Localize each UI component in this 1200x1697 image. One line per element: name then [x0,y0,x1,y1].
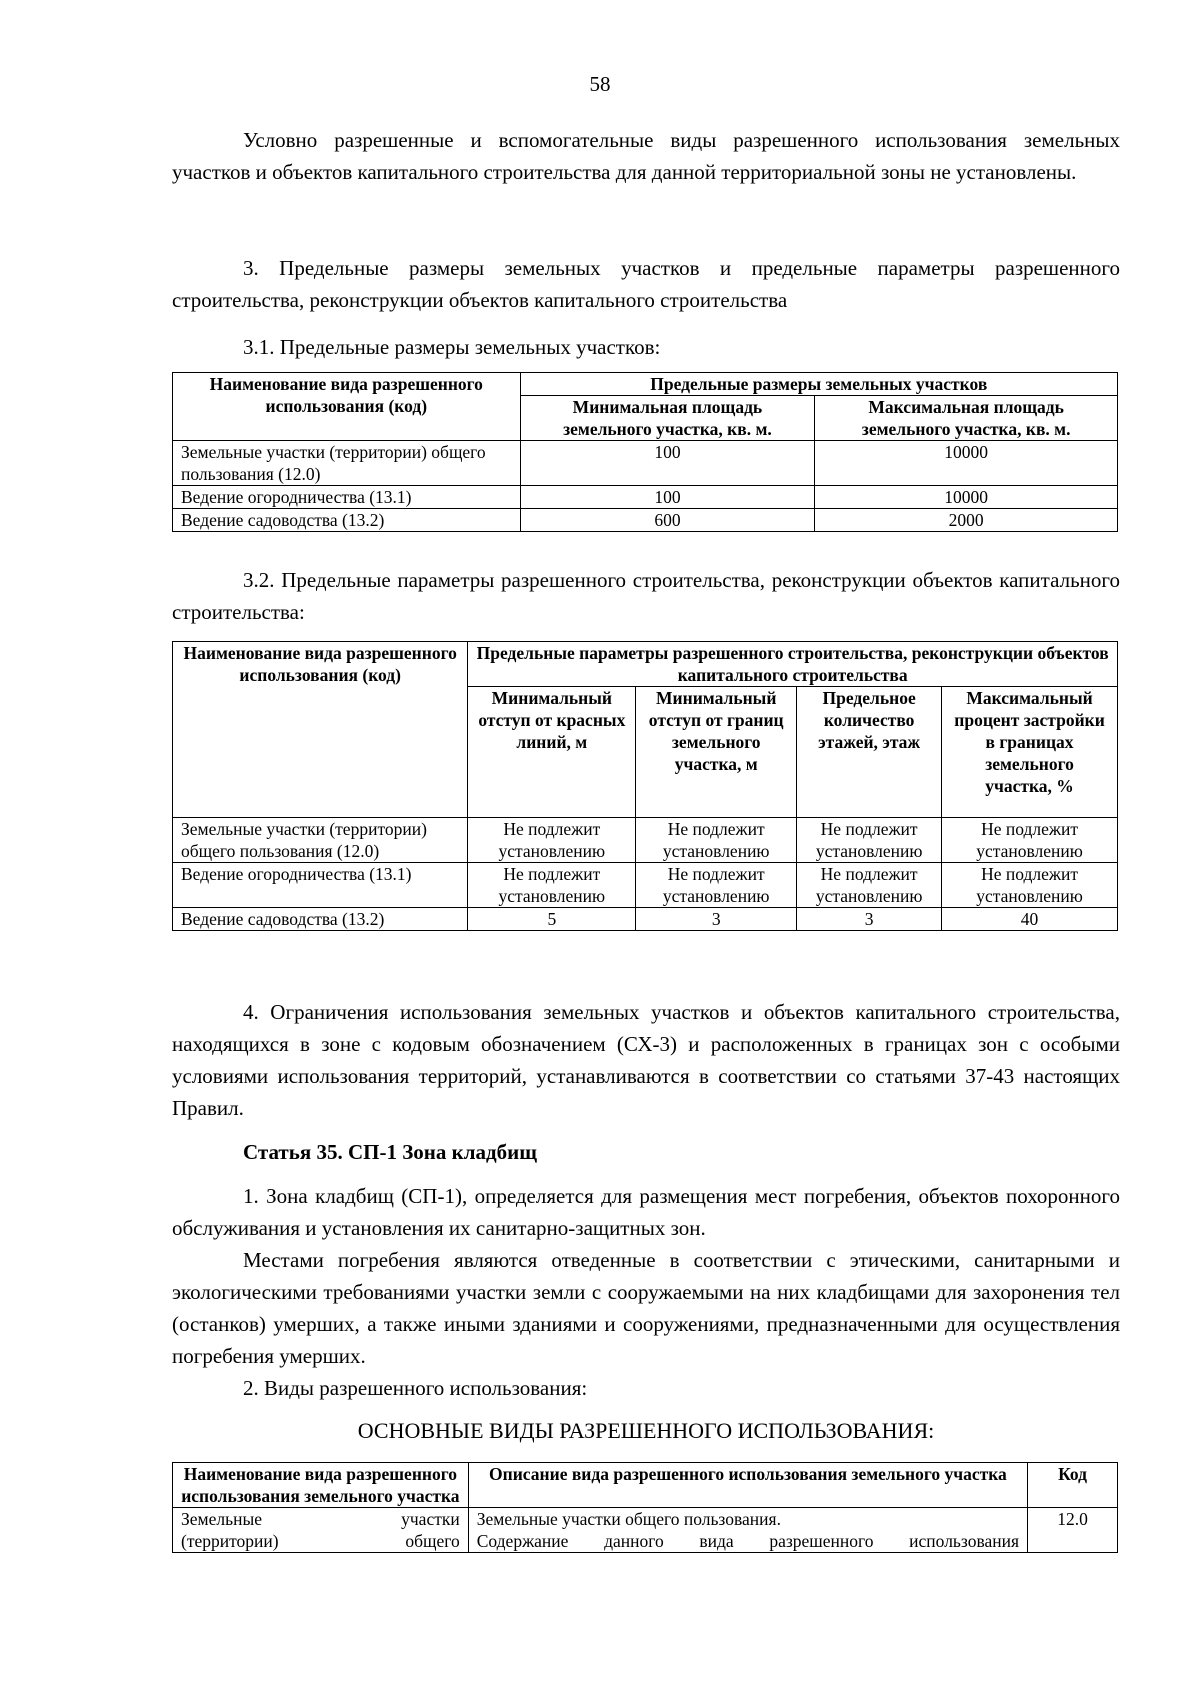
table1-row3-name: Ведение садоводства (13.2) [173,509,521,532]
table-row [173,441,1118,486]
table1-header-group: Предельные размеры земельных участков [520,373,1117,396]
table2-row1-name: Земельные участки (территории) общего пользования (12.0) [173,818,468,863]
table2-row3-v1: 5 [468,908,636,931]
table2-row2-v3: Не подлежит установлению [797,863,942,908]
table2-header-red-lines: Минимальный отступ от красных линий, м [468,687,636,818]
table2-header-name: Наименование вида разрешенного использования (код) [173,642,468,818]
table2-row2-v4: Не подлежит установлению [942,863,1118,908]
table2-header-plot-bounds: Минимальный отступ от границ земельного участка, м [636,687,797,818]
table2-header-build-percent: Максимальный процент застройки в границах земельного участка, % [942,687,1118,818]
table2-row2-v2: Не подлежит установлению [636,863,797,908]
table2-row3-v4: 40 [942,908,1118,931]
table2-row1-v1: Не подлежит установлению [468,818,636,863]
table1-row2-min: 100 [520,486,815,509]
table3-row1-name [173,1508,469,1553]
table3-row1-description [468,1508,1027,1553]
article-35-heading: Статья 35. СП-1 Зона кладбищ [243,1140,537,1164]
table3-header-name: Наименование вида разрешенного использования земельного участка [173,1463,469,1508]
table3-row1-desc-line2: Содержание данного вида разрешенного использования [476,1531,1020,1551]
land-plot-size-table [172,372,1118,532]
table-row [173,1508,1118,1553]
table3-row1-code: 12.0 [1028,1508,1118,1553]
table3-header-description: Описание вида разрешенного использования земельного участка [468,1463,1027,1508]
table1-header-min: Минимальная площадь земельного участка, кв. м. [520,396,815,441]
table2-header-group: Предельные параметры разрешенного строительства, реконструкции объектов капитального строительства [468,642,1118,687]
table2-row2-name: Ведение огородничества (13.1) [173,863,468,908]
article-35-paragraph-1: 1. Зона кладбищ (СП-1), определяется для размещения мест погребения, объектов похоронного обслуживания и установления их санитарно-защитных зон. [172,1184,1120,1240]
table1-row1-min: 100 [520,441,815,486]
table3-row1-name-line2: (территории) общего [181,1531,460,1551]
table1-header-name: Наименование вида разрешенного использования (код) [173,373,521,441]
table1-row1-max: 10000 [815,441,1118,486]
table3-row1-desc-line1: Земельные участки общего пользования. [476,1509,781,1529]
table2-header-floors: Предельное количество этажей, этаж [797,687,942,818]
article-35-paragraph-3: 2. Виды разрешенного использования: [243,1376,588,1400]
table1-row2-name: Ведение огородничества (13.1) [173,486,521,509]
table3-row1-name-line1: Земельные участки [181,1509,460,1529]
section-3-2-title: 3.2. Предельные параметры разрешенного строительства, реконструкции объектов капитального строительства: [172,568,1120,624]
main-uses-title: ОСНОВНЫЕ ВИДЫ РАЗРЕШЕННОГО ИСПОЛЬЗОВАНИЯ: [357,1418,935,1443]
table1-row3-max: 2000 [815,509,1118,532]
table1-row1-name: Земельные участки (территории) общего пользования (12.0) [173,441,521,486]
section-3-1-title: 3.1. Предельные размеры земельных участков: [243,335,661,359]
construction-parameters-table [172,641,1118,931]
table2-row3-v3: 3 [797,908,942,931]
table-row [173,486,1118,509]
table1-row2-max: 10000 [815,486,1118,509]
intro-paragraph: Условно разрешенные и вспомогательные виды разрешенного использования земельных участков и объектов капитального строительства для данной территориальной зоны не установлены. [172,128,1120,184]
table-row [173,509,1118,532]
section-3-title: 3. Предельные размеры земельных участков и предельные параметры разрешенного строительства, реконструкции объектов капитального строительства [172,256,1120,312]
table3-header-code: Код [1028,1463,1118,1508]
table2-row1-v4: Не подлежит установлению [942,818,1118,863]
table-row [173,818,1118,863]
table1-header-max: Максимальная площадь земельного участка, кв. м. [815,396,1118,441]
table2-row2-v1: Не подлежит установлению [468,863,636,908]
table2-row3-name: Ведение садоводства (13.2) [173,908,468,931]
page-number: 58 [589,72,611,96]
table-row [173,908,1118,931]
table2-row1-v2: Не подлежит установлению [636,818,797,863]
table2-row3-v2: 3 [636,908,797,931]
table-row [173,863,1118,908]
section-4-text: 4. Ограничения использования земельных участков и объектов капитального строительства, находящихся в зоне с кодовым обозначением (СХ-3) и расположенных в границах зон с особыми условиями использования территорий, устанавливаются в соответствии со статьями 37-43 настоящих Правил. [172,1000,1120,1120]
table2-row1-v3: Не подлежит установлению [797,818,942,863]
article-35-paragraph-2: Местами погребения являются отведенные в соответствии с этическими, санитарными и экологическими требованиями участки земли с сооружаемыми на них кладбищами для захоронения тел (останков) умерших, а также иными зданиями и сооружениями, предназначенными для осуществления погребения умерших. [172,1248,1120,1368]
table1-row3-min: 600 [520,509,815,532]
main-uses-table [172,1462,1118,1553]
